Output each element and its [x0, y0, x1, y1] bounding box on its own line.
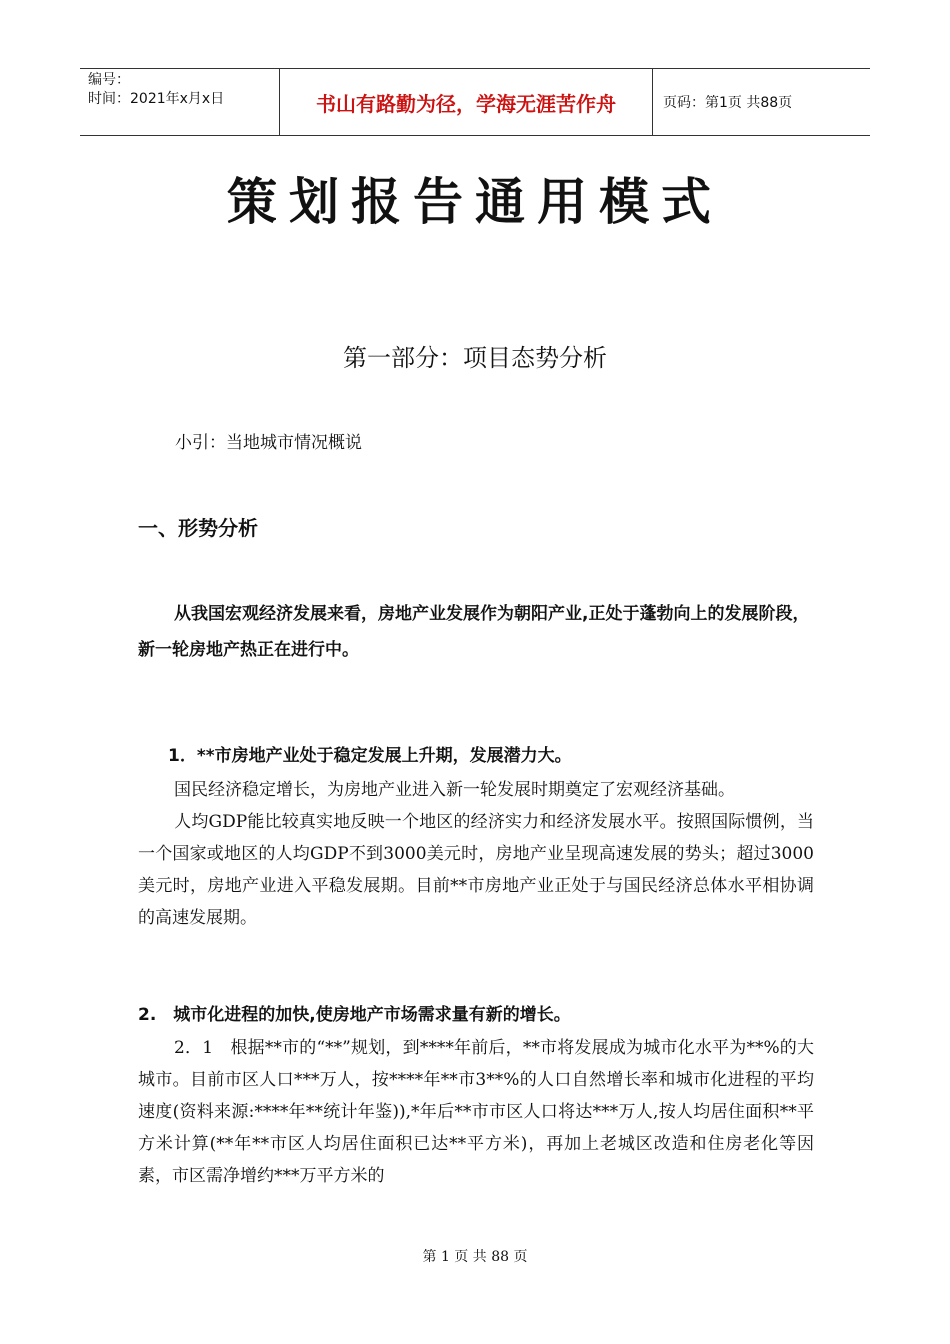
header-number-label: 编号： [88, 72, 130, 88]
item2-heading: 2. 城市化进程的加快,使房地产市场需求量有新的增长。 [138, 1005, 571, 1025]
item1-heading: 1．**市房地产业处于稳定发展上升期，发展潜力大。 [168, 746, 572, 766]
section-lead-text: 从我国宏观经济发展来看，房地产业发展作为朝阳产业,正处于蓬勃向上的发展阶段，新一轮房地产热正在进行中。 [138, 604, 810, 660]
header-meta [80, 69, 280, 135]
item1-paragraph-1: 国民经济稳定增长，为房地产业进入新一轮发展时期奠定了宏观经济基础。 [174, 780, 735, 800]
header-page-info: 页码：第1页 共88页 [663, 95, 793, 111]
header-time-label: 时间：2021年x月x日 [88, 91, 225, 107]
item1-paragraph-2: 人均GDP能比较真实地反映一个地区的经济实力和经济发展水平。按照国际惯例，当一个国家或地区的人均GDP不到3000美元时，房地产业呈现高速发展的势头；超过3000美元时，房地产业进入平稳发展期。目前**市房地产业正处于与国民经济总体水平相协调的高速发展期。 [138, 812, 814, 928]
section-lead-paragraph [138, 596, 818, 668]
item2-body [138, 1032, 814, 1192]
document-title: 策划报告通用模式 [227, 172, 723, 231]
header-motto: 书山有路勤为径，学海无涯苦作舟 [280, 69, 653, 135]
item2-paragraph-1: 2．1 根据**市的“**”规划，到****年前后，**市将发展成为城市化水平为**%的大城市。目前市区人口***万人，按****年**市3**%的人口自然增长率和城市化进程的平均速度(资料来源:****年**统计年鉴)),*年后**市市区人口将达***万人,按人均居住面积**平方米计算(**年**市区人均居住面积已达**平方米)，再加上老城区改造和住房老化等因素，市区需净增约***万平方米的 [138, 1038, 814, 1186]
section-heading: 一、形势分析 [138, 516, 258, 540]
page-footer: 第 1 页 共 88 页 [422, 1249, 528, 1265]
document-header [80, 68, 870, 136]
item1-body [138, 774, 814, 934]
intro-text: 小引：当地城市情况概说 [175, 433, 362, 453]
part-title: 第一部分：项目态势分析 [343, 344, 607, 372]
